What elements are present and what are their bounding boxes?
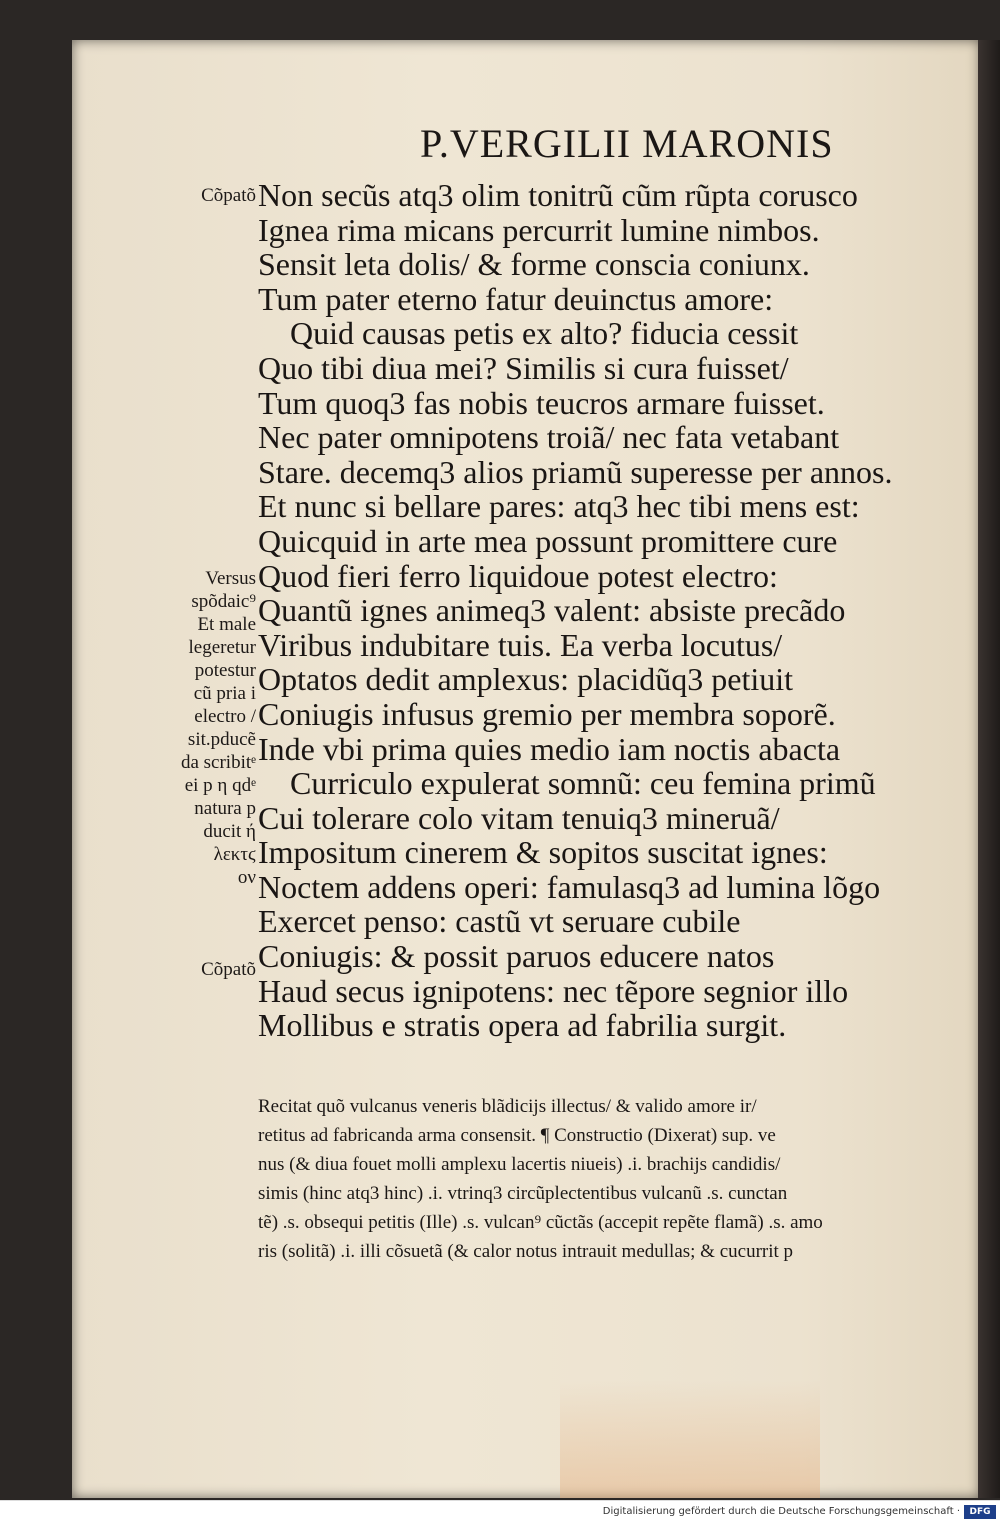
footer-bar (0, 1500, 1000, 1525)
verse-line: Quantũ ignes animeq3 valent: absiste precãdo (258, 592, 846, 629)
dfg-logo: DFG (964, 1505, 996, 1519)
margin-note-comparatio-top (150, 184, 256, 207)
commentary-line: retitus ad fabricanda arma consensit. ¶ Constructio (Dixerat) sup. ve (258, 1125, 776, 1146)
margin-note-line: potestur (194, 660, 256, 681)
margin-note-line: electro / (194, 706, 256, 727)
margin-note-line: natura p (194, 798, 256, 819)
margin-note-line: Versus (205, 568, 256, 589)
commentary-line: simis (hinc atq3 hinc) .i. vtrinq3 circũplectentibus vulcanũ .s. cunctan (258, 1183, 788, 1204)
margin-note-line: da scribitᵉ (180, 752, 256, 773)
margin-note-gloss (150, 567, 256, 889)
commentary-line: nus (& diua fouet molli amplexu lacertis niueis) .i. brachijs candidis/ (258, 1154, 781, 1175)
margin-note-line: legeretur (188, 637, 256, 658)
margin-note-line: ducit ή (203, 821, 256, 842)
verse-line: Exercet penso: castũ vt seruare cubile (258, 903, 741, 940)
verse-line: Tum pater eterno fatur deuinctus amore: (258, 280, 774, 317)
verse-line: Coniugis: & possit paruos educere natos (258, 938, 775, 975)
page-edge (978, 40, 1000, 1498)
margin-note-line: ei p η qdᵉ (184, 775, 256, 796)
verse-text (258, 178, 948, 1043)
verse-line: Mollibus e stratis opera ad fabrilia surgit. (258, 1007, 787, 1044)
verse-line: Viribus indubitare tuis. Ea verba locutus/ (258, 626, 783, 663)
running-head: P.VERGILII MARONIS (420, 121, 834, 166)
margin-note-line: Et male (197, 614, 256, 635)
commentary-line: Recitat quõ vulcanus veneris blãdicijs illectus/ & valido amore ir/ (258, 1096, 757, 1117)
verse-line: Cui tolerare colo vitam tenuiq3 mineruã/ (258, 799, 780, 836)
margin-note-line: cũ pria i (193, 683, 256, 704)
commentary-line: tẽ) .s. obsequi petitis (Ille) .s. vulcan⁹ cũctãs (accepit repẽte flamã) .s. amo (258, 1212, 823, 1233)
paper-stain (560, 1380, 820, 1498)
commentary-line: ris (solitã) .i. illi cõsuetã (& calor notus intrauit medullas; & cucurrit p (258, 1241, 794, 1262)
verse-line: Sensit leta dolis/ & forme conscia coniunx. (258, 246, 810, 283)
verse-line: Quicquid in arte mea possunt promittere cure (258, 522, 838, 559)
verse-line: Coniugis infusus gremio per membra soporẽ. (258, 695, 836, 732)
verse-line: Ignea rima micans percurrit lumine nimbos. (258, 211, 820, 248)
commentary-text (258, 1092, 958, 1266)
verse-line: Optatos dedit amplexus: placidũq3 petiuit (258, 661, 794, 698)
margin-note-line: sit.pducẽ (187, 729, 256, 750)
margin-note-line: λεκτϛ (213, 844, 256, 865)
verse-line: Inde vbi prima quies medio iam noctis abacta (258, 730, 841, 767)
verse-line: Quod fieri ferro liquidoue potest electro: (258, 557, 778, 594)
margin-note-line: Cõpatõ (201, 959, 256, 980)
verse-line: Stare. decemq3 alios priamũ superesse per annos. (258, 453, 893, 490)
verse-line: Haud secus ignipotens: nec tẽpore segnior illo (258, 972, 849, 1009)
margin-note-comparatio-bottom (150, 958, 256, 981)
verse-line: Non secũs atq3 olim tonitrũ cũm rũpta corusco (258, 177, 858, 213)
verse-line: Curriculo expulerat somnũ: ceu femina primũ (290, 765, 876, 802)
margin-note-line: spõdaic⁹ (191, 591, 256, 612)
verse-line: Impositum cinerem & sopitos suscitat ignes: (258, 834, 828, 871)
margin-note-line: ον (237, 867, 256, 888)
verse-line: Noctem addens operi: famulasq3 ad lumina lõgo (258, 868, 881, 905)
verse-line: Quo tibi diua mei? Similis si cura fuisset/ (258, 349, 789, 386)
digitization-credit: Digitalisierung gefördert durch die Deutsche Forschungsgemeinschaft · (602, 1506, 960, 1517)
verse-line: Et nunc si bellare pares: atq3 hec tibi mens est: (258, 488, 860, 525)
verse-line: Nec pater omnipotens troiã/ nec fata vetabant (258, 419, 840, 456)
margin-note-line: Cõpatõ (201, 185, 256, 206)
verse-line: Quid causas petis ex alto? fiducia cessit (290, 315, 799, 352)
verse-line: Tum quoq3 fas nobis teucros armare fuisset. (258, 384, 825, 421)
